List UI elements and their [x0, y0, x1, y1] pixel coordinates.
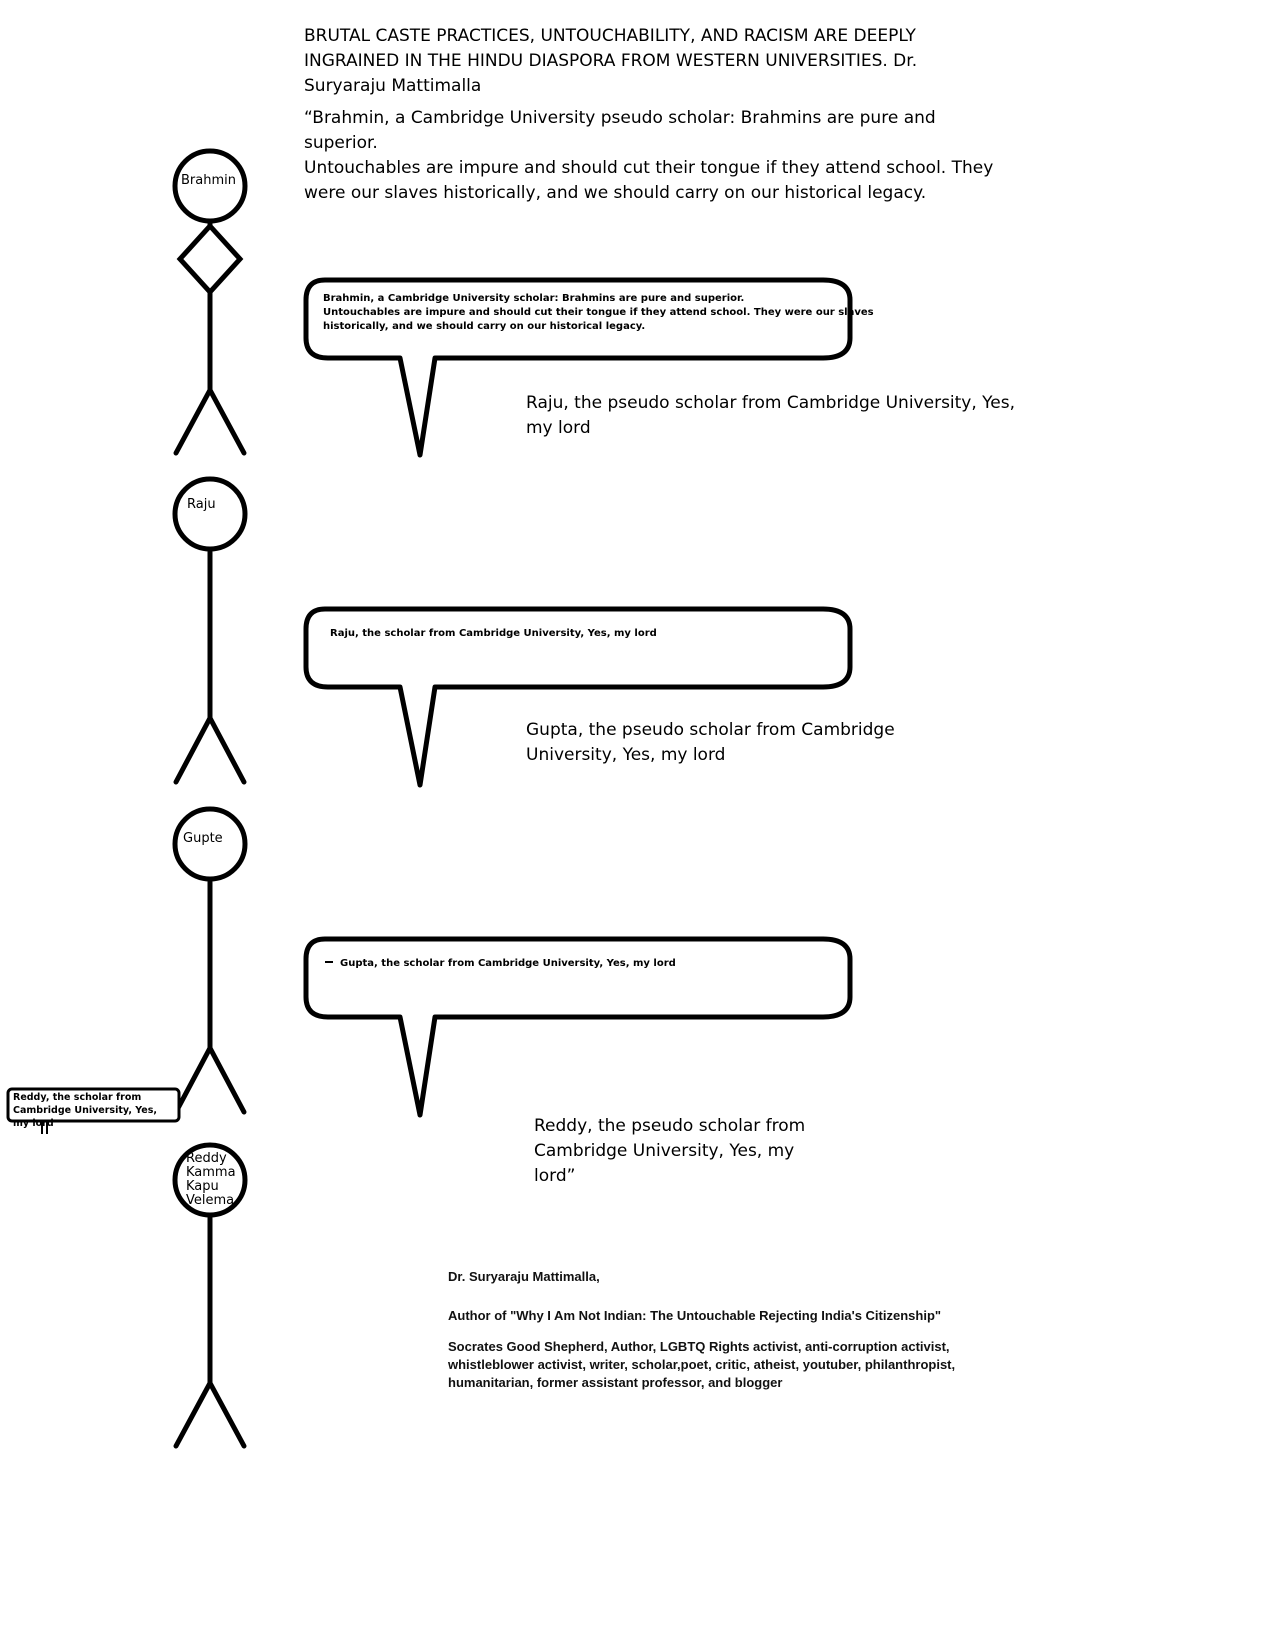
reply-gupta: Gupta, the pseudo scholar from Cambridge University, Yes, my lord	[526, 720, 895, 765]
figure-raju	[175, 479, 245, 782]
brahmin-label: Brahmin	[181, 173, 236, 188]
signature-book: Author of "Why I Am Not Indian: The Untouchable Rejecting India's Citizenship"	[448, 1308, 942, 1323]
signature-roles: Socrates Good Shepherd, Author, LGBTQ Rights activist, anti-corruption activist, whistleblower activist, writer, scholar,poet, critic, atheist, youtuber, philanthropist, humanitarian, former assistant professor, and blogger	[448, 1339, 956, 1390]
bubble-1-line-1: Brahmin, a Cambridge University scholar: Brahmins are pure and superior.	[323, 293, 745, 304]
raju-label: Raju	[187, 497, 216, 512]
small-box-line-3: my lord	[13, 1118, 54, 1129]
small-box-line-2: Cambridge University, Yes,	[13, 1105, 157, 1116]
small-speech-box	[8, 1089, 179, 1134]
reddy-label-4: Velema	[186, 1193, 235, 1208]
reddy-label-3: Kapu	[186, 1179, 219, 1194]
bubble-2-text: Raju, the scholar from Cambridge University, Yes, my lord	[330, 628, 657, 639]
signature-name: Dr. Suryaraju Mattimalla,	[448, 1269, 600, 1284]
speech-bubble-3	[306, 939, 850, 1115]
reply-raju: Raju, the pseudo scholar from Cambridge University, Yes, my lord	[526, 393, 1016, 438]
gupte-label: Gupte	[183, 831, 223, 846]
document-title: BRUTAL CASTE PRACTICES, UNTOUCHABILITY, AND RACISM ARE DEEPLY INGRAINED IN THE HINDU DIASPORA FROM WESTERN UNIVERSITIES. Dr. Suryaraju Mattimalla	[304, 26, 918, 96]
reply-reddy: Reddy, the pseudo scholar from Cambridge University, Yes, my lord”	[534, 1116, 806, 1186]
small-box-line-1: Reddy, the scholar from	[13, 1092, 142, 1103]
bubble-1-line-3: historically, and we should carry on our historical legacy.	[323, 321, 646, 332]
reddy-label-1: Reddy	[186, 1151, 227, 1166]
figure-brahmin	[175, 151, 245, 453]
quote-line-brahmin: “Brahmin, a Cambridge University pseudo scholar: Brahmins are pure and superior.	[304, 108, 936, 153]
signature-block	[448, 1268, 1008, 1392]
bubble-1-line-2: Untouchables are impure and should cut their tongue if they attend school. They were our slaves	[323, 307, 874, 318]
reddy-label-2: Kamma	[186, 1165, 236, 1180]
figure-gupte	[175, 809, 245, 1112]
bubble-3-text: Gupta, the scholar from Cambridge University, Yes, my lord	[340, 958, 676, 969]
quote-line-untouchables: Untouchables are impure and should cut their tongue if they attend school. They were our slaves historically, and we should carry on our historical legacy.	[304, 158, 994, 203]
